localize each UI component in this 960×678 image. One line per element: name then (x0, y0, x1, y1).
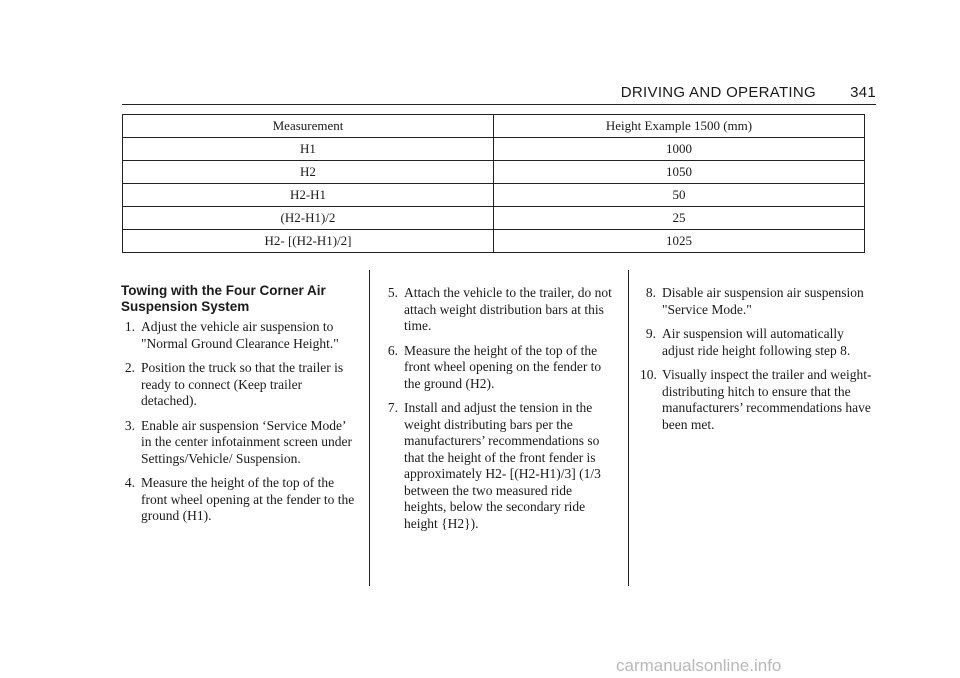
list-item (121, 475, 357, 525)
table-cell: H2- [(H2-H1)/2] (123, 230, 494, 253)
table-cell: 50 (494, 184, 865, 207)
step-number: 2. (124, 360, 135, 375)
list-item (384, 400, 616, 532)
column-header-measurement: Measurement (123, 115, 494, 138)
step-text: Visually inspect the trailer and weight-distributing hitch to ensure that the manufacturers’ recommendations have been met. (662, 367, 872, 432)
step-number: 6. (387, 342, 398, 358)
table-cell: 1025 (494, 230, 865, 253)
table-cell: 25 (494, 207, 865, 230)
column-divider (628, 270, 629, 586)
table-header-row (123, 115, 865, 138)
table-row (123, 230, 865, 253)
list-item (384, 343, 616, 393)
step-text: Measure the height of the top of the front wheel opening at the fender to the ground (H1). (141, 475, 355, 523)
steps-list (640, 285, 876, 433)
table-cell: 1050 (494, 161, 865, 184)
column-header-height-example: Height Example 1500 (mm) (494, 115, 865, 138)
table-cell: 1000 (494, 138, 865, 161)
table-cell: (H2-H1)/2 (123, 207, 494, 230)
step-text: Enable air suspension ‘Service Mode’ in the center infotainment screen under Settings/Vehicle/ Suspension. (141, 417, 353, 466)
column-divider (369, 270, 370, 586)
page-header (122, 84, 876, 105)
step-text: Attach the vehicle to the trailer, do not attach weight distribution bars at this time. (404, 285, 612, 333)
step-number: 3. (124, 417, 135, 433)
step-number: 7. (387, 400, 398, 415)
step-number: 1. (124, 319, 135, 334)
section-heading-line2: Suspension System (121, 299, 250, 314)
watermark: carmanualsonline.info (616, 656, 782, 675)
table-row (123, 161, 865, 184)
section-heading-line1: Towing with the Four Corner Air (121, 283, 326, 298)
list-item (121, 319, 357, 352)
column-1 (121, 283, 357, 533)
steps-list (121, 319, 357, 525)
table-cell: H2 (123, 161, 494, 184)
list-item (121, 360, 357, 410)
step-number: 8. (645, 285, 656, 300)
table-cell: H1 (123, 138, 494, 161)
step-text: Measure the height of the top of the front wheel opening on the fender to the ground (H2). (404, 342, 602, 391)
list-item (640, 367, 876, 433)
list-item (640, 326, 876, 359)
step-number: 9. (645, 326, 656, 341)
section-title: DRIVING AND OPERATING (620, 84, 816, 101)
step-number: 4. (124, 475, 135, 490)
table-row (123, 184, 865, 207)
step-number: 10. (640, 367, 657, 382)
step-text: Position the truck so that the trailer is ready to connect (Keep trailer detached). (141, 360, 344, 408)
measurement-table (122, 114, 865, 253)
column-3 (640, 285, 876, 441)
steps-list (384, 285, 616, 532)
step-number: 5. (387, 285, 398, 300)
list-item (640, 285, 876, 318)
list-item (121, 418, 357, 468)
page-number: 341 (850, 84, 876, 101)
step-text: Air suspension will automatically adjust ride height following step 8. (662, 326, 851, 358)
step-text: Adjust the vehicle air suspension to "Normal Ground Clearance Height." (141, 319, 339, 351)
section-heading (121, 283, 357, 315)
table-row (123, 207, 865, 230)
step-text: Disable air suspension air suspension "Service Mode." (662, 285, 864, 317)
step-text: Install and adjust the tension in the weight distributing bars per the manufacturers’ recommendations so that the height of the front fender is approximately H2- [(H2-H1)/3] (1/3 between the two measured ride heights, below the secondary ride height {H2}). (404, 400, 601, 531)
table-row (123, 138, 865, 161)
list-item (384, 285, 616, 335)
table-cell: H2-H1 (123, 184, 494, 207)
column-2 (384, 285, 616, 540)
